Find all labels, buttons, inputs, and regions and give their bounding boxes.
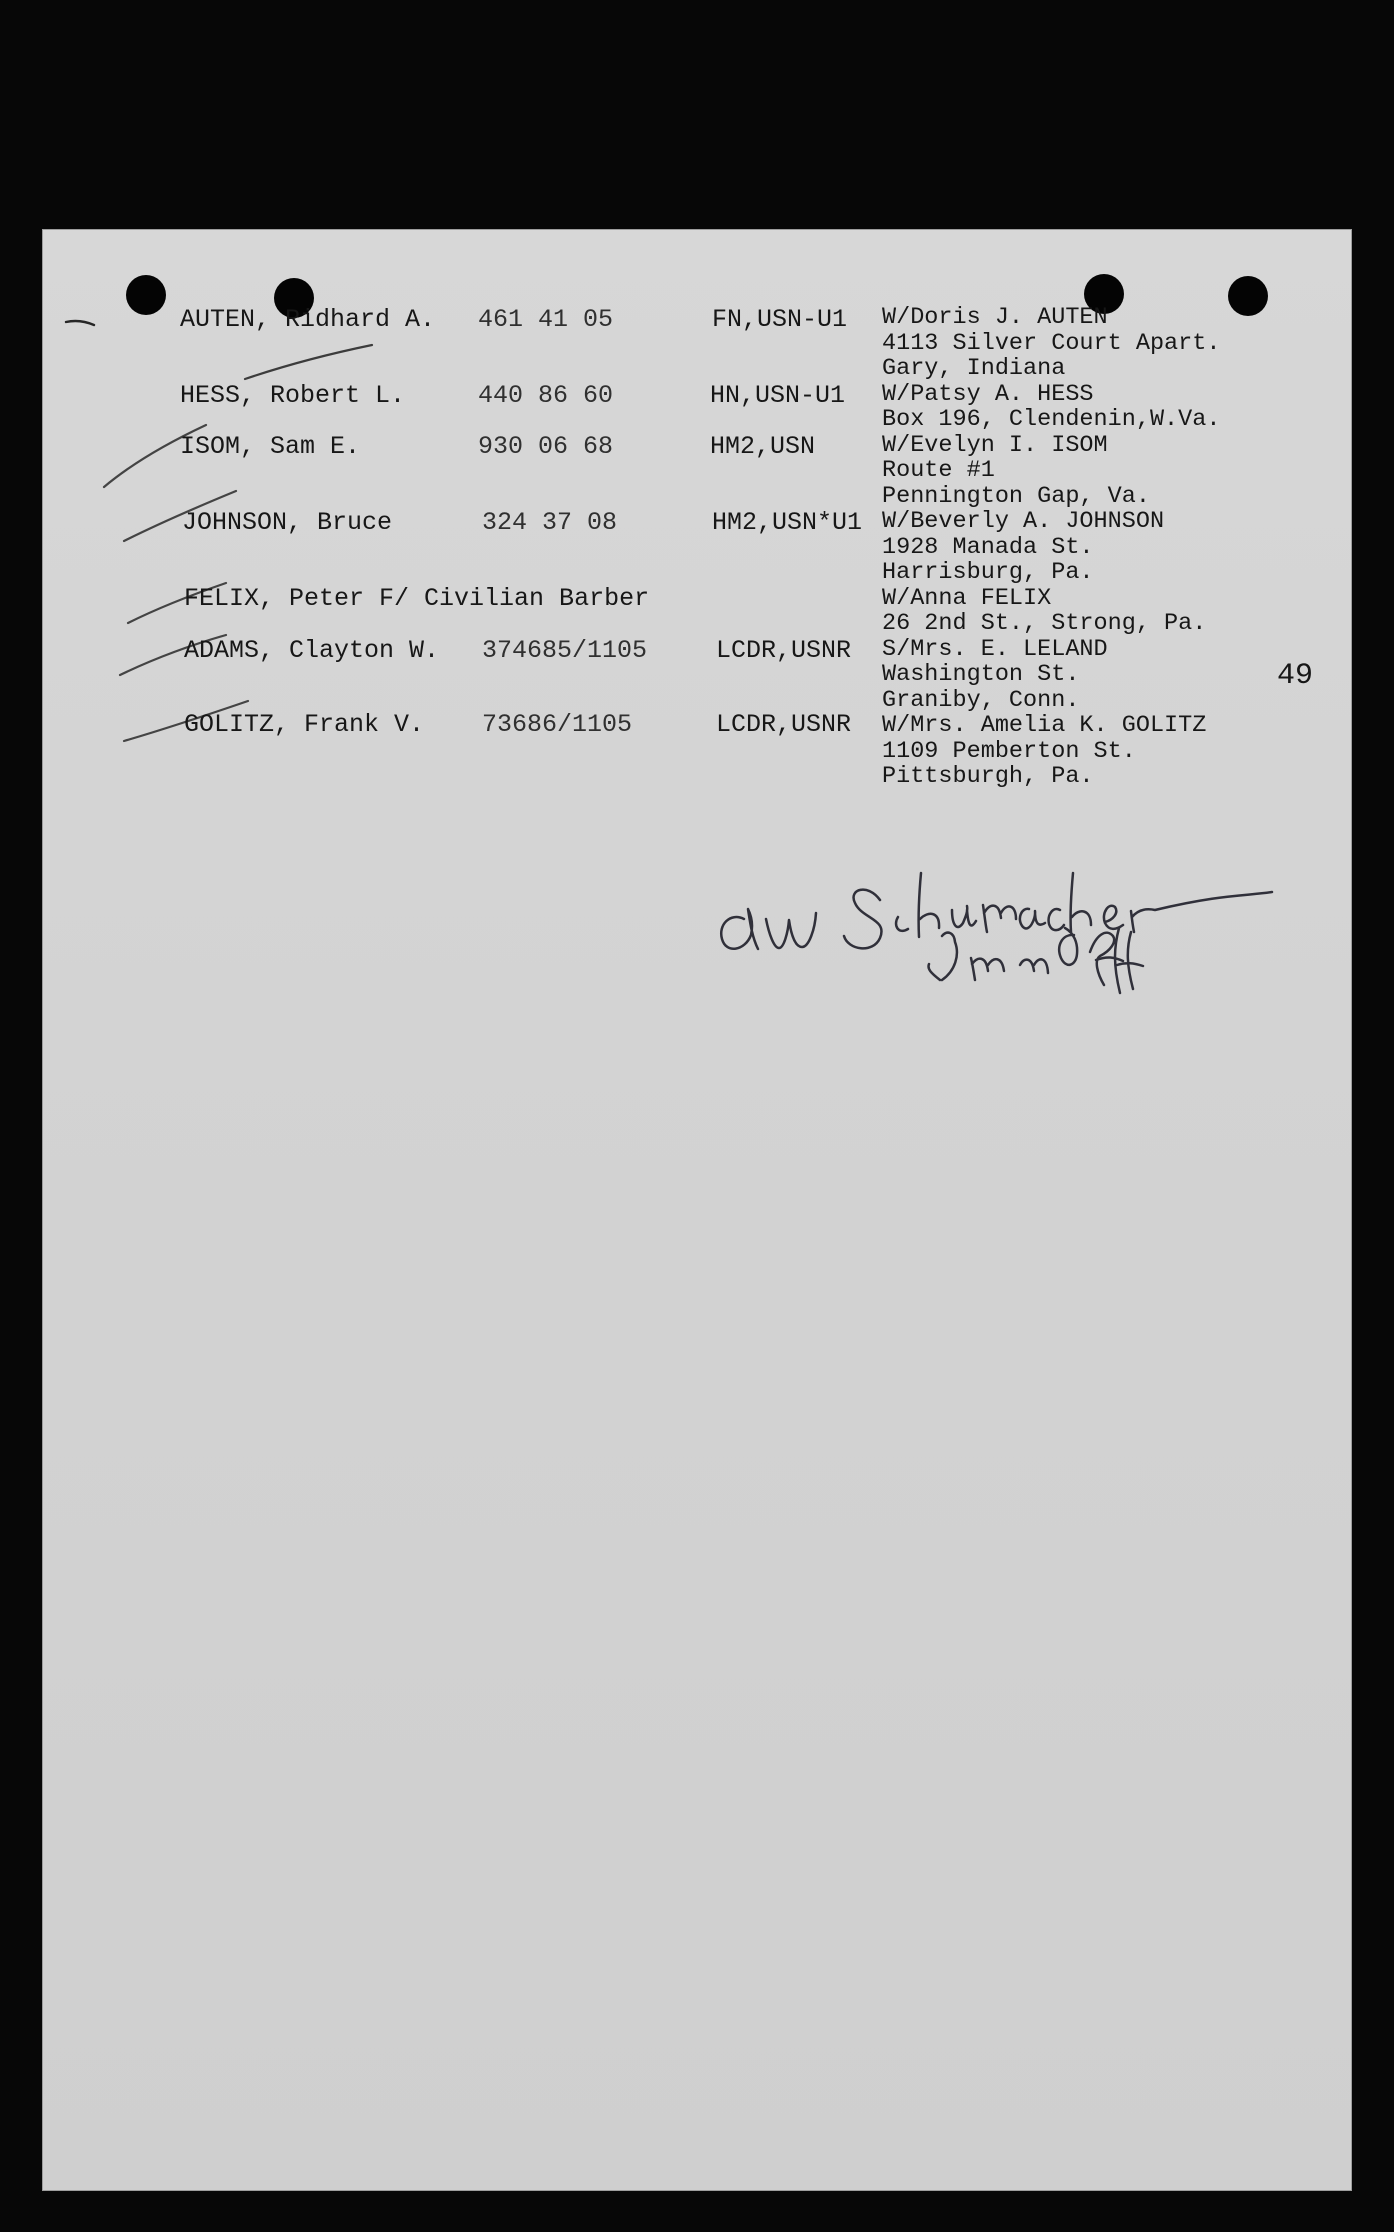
person-name: AUTEN, Ridhard A. xyxy=(180,305,436,334)
punch-hole-4 xyxy=(1228,276,1268,316)
rank: FN,USN-U1 xyxy=(712,305,848,334)
person-name: FELIX, Peter F/ Civilian Barber xyxy=(184,584,650,613)
address-line: W/Doris J. AUTEN xyxy=(882,304,1108,331)
address-line: W/Mrs. Amelia K. GOLITZ xyxy=(882,712,1207,739)
service-number: 324 37 08 xyxy=(482,508,618,537)
service-number: 440 86 60 xyxy=(478,381,614,410)
rank: HM2,USN xyxy=(710,432,816,461)
rank: HN,USN-U1 xyxy=(710,381,846,410)
address-line: 4113 Silver Court Apart. xyxy=(882,329,1221,357)
address-line: Route #1 xyxy=(882,457,995,484)
signature-title xyxy=(928,928,1143,993)
address-line: 26 2nd St., Strong, Pa. xyxy=(882,610,1207,637)
person-name: ADAMS, Clayton W. xyxy=(184,636,440,665)
person-name: GOLITZ, Frank V. xyxy=(184,710,425,739)
address-line: S/Mrs. E. LELAND xyxy=(882,635,1108,663)
address-line: Gary, Indiana xyxy=(882,355,1066,382)
signature-initials xyxy=(721,909,816,949)
rank: HM2,USN*U1 xyxy=(712,508,863,537)
address-block xyxy=(882,305,1220,790)
person-name: ISOM, Sam E. xyxy=(180,432,361,461)
person-name: JOHNSON, Bruce xyxy=(182,508,393,537)
address-line: W/Patsy A. HESS xyxy=(882,380,1094,408)
punch-hole-1 xyxy=(126,275,166,315)
page-number: 49 xyxy=(1277,659,1314,693)
address-line: Pittsburgh, Pa. xyxy=(882,763,1094,790)
address-line: Box 196, Clendenin,W.Va. xyxy=(882,406,1221,433)
address-line: W/Evelyn I. ISOM xyxy=(882,431,1108,459)
address-line: W/Anna FELIX xyxy=(882,584,1052,612)
service-number: 930 06 68 xyxy=(478,432,614,461)
service-number: 73686/1105 xyxy=(482,710,633,739)
address-line: 1109 Pemberton St. xyxy=(882,737,1136,765)
address-line: W/Beverly A. JOHNSON xyxy=(882,508,1165,535)
check-mark-1 xyxy=(66,321,94,325)
address-line: Washington St. xyxy=(882,661,1080,688)
address-line: Pennington Gap, Va. xyxy=(882,482,1150,510)
rank: LCDR,USNR xyxy=(716,710,852,739)
service-number: 374685/1105 xyxy=(482,636,648,665)
rank: LCDR,USNR xyxy=(716,636,852,665)
check-mark-2 xyxy=(245,345,372,379)
signature-surname xyxy=(844,873,1272,948)
person-name: HESS, Robert L. xyxy=(180,381,406,410)
address-line: Graniby, Conn. xyxy=(882,686,1080,714)
address-line: 1928 Manada St. xyxy=(882,533,1094,561)
service-number: 461 41 05 xyxy=(478,305,614,334)
document-page xyxy=(42,229,1352,2191)
address-line: Harrisburg, Pa. xyxy=(882,559,1094,586)
